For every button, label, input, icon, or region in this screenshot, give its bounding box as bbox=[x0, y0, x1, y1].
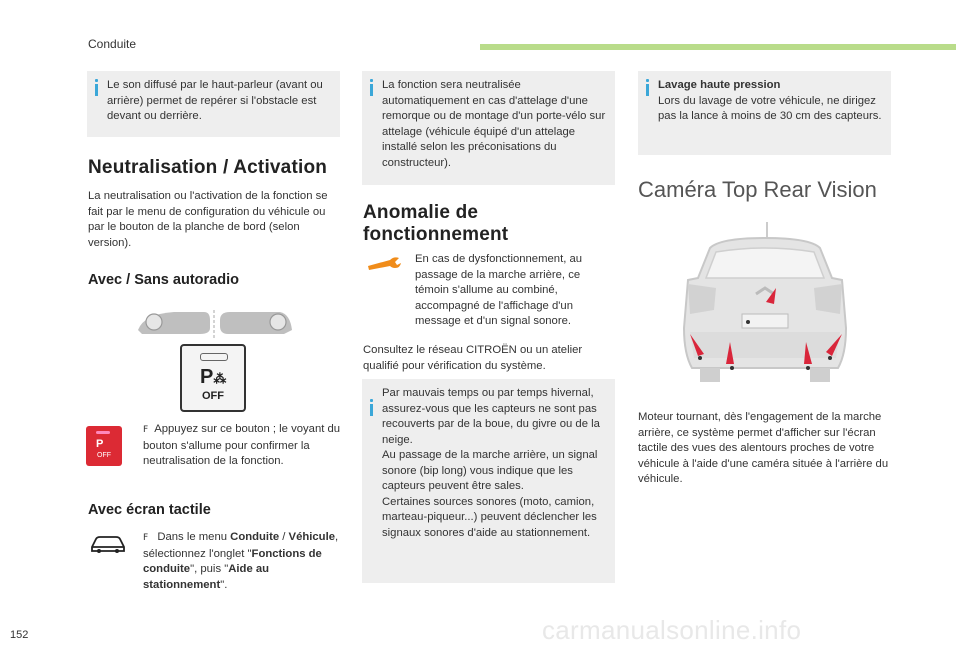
button-indicator-lamp bbox=[200, 353, 228, 361]
camera-paragraph: Moteur tournant, dès l'engagement de la marche arrière, ce système permet d'afficher sur l'écran tactile des vues des alentours proches de votre véhicule à l'aide d'une caméra située à l'arrière du véhicule. bbox=[638, 411, 889, 485]
info-box-towing bbox=[362, 71, 615, 185]
info-icon bbox=[370, 79, 373, 95]
info-icon bbox=[646, 79, 649, 95]
watermark: carmanualsonline.info bbox=[542, 615, 802, 645]
heading-neutralisation: Neutralisation / Activation bbox=[88, 157, 328, 178]
subheading-touchscreen: Avec écran tactile bbox=[88, 502, 211, 518]
info-icon bbox=[370, 399, 373, 415]
bullet-press-button: F Appuyez sur ce bouton ; le voyant du bouton s'allume pour confirmer la neutralisation de la fonction. bbox=[143, 422, 343, 470]
info-box-text: La fonction sera neutralisée automatiquement en cas d'attelage d'une remorque ou de montage d'un porte-vélo sur attelage (véhicule équipé d'un attelage installé selon les préconisations du constructeur). bbox=[382, 79, 606, 169]
info-box-text: Le son diffusé par le haut-parleur (avant ou arrière) permet de repérer si l'obstacle est devant ou derrière. bbox=[107, 79, 323, 122]
dashboard-illustration bbox=[134, 306, 294, 342]
park-assist-off-button[interactable] bbox=[180, 344, 246, 412]
heading-anomalie: Anomalie de fonctionnement bbox=[363, 202, 509, 245]
car-menu-icon bbox=[88, 533, 128, 555]
info-box-speaker bbox=[87, 71, 340, 137]
bullet-touchscreen-menu: F Dans le menu Conduite / Véhicule, sélectionnez l'onglet "Fonctions de conduite", puis "Aide au stationnement". bbox=[143, 530, 343, 593]
info-box-pressure-wash bbox=[638, 71, 891, 155]
info-box-text: Par mauvais temps ou par temps hivernal, assurez-vous que les capteurs ne sont pas recouverts par de la boue, du givre ou de la neige. Au passage de la marche arrière, un signal sonore (bip long) vous indique que les capteurs peuvent être sales. Certaines sources sonores (moto, camion, marteau-piqueur...) peuvent déclencher les signaux sonores d'aide au stationnement. bbox=[382, 387, 600, 539]
off-label: OFF bbox=[202, 390, 224, 402]
parking-sensor-icon: P⁂ bbox=[200, 366, 227, 388]
car-rear-illustration bbox=[670, 218, 860, 386]
info-box-weather bbox=[362, 379, 615, 583]
info-box-text: Lavage haute pression Lors du lavage de votre véhicule, ne dirigez pas la lance à moins de 30 cm des capteurs. bbox=[658, 79, 882, 122]
intro-paragraph: La neutralisation ou l'activation de la fonction se fait par le menu de configuration du véhicule ou par le bouton de la planche de bord (selon version). bbox=[88, 190, 328, 249]
park-assist-off-red-icon: P OFF bbox=[86, 426, 122, 466]
section-accent-bar bbox=[480, 44, 956, 50]
warning-paragraph: En cas de dysfonctionnement, au passage de la marche arrière, ce témoin s'allume au combiné, accompagné de l'affichage d'un message et d'un signal sonore. bbox=[415, 253, 583, 327]
section-title: Conduite bbox=[88, 37, 137, 51]
subheading-autoradio: Avec / Sans autoradio bbox=[88, 272, 239, 288]
page-number: 152 bbox=[10, 629, 29, 641]
heading-camera: Caméra Top Rear Vision bbox=[638, 177, 877, 202]
info-icon bbox=[95, 79, 98, 95]
contact-paragraph: Consultez le réseau CITROËN ou un atelier qualifié pour vérification du système. bbox=[363, 344, 583, 372]
wrench-warning-icon bbox=[366, 256, 402, 272]
